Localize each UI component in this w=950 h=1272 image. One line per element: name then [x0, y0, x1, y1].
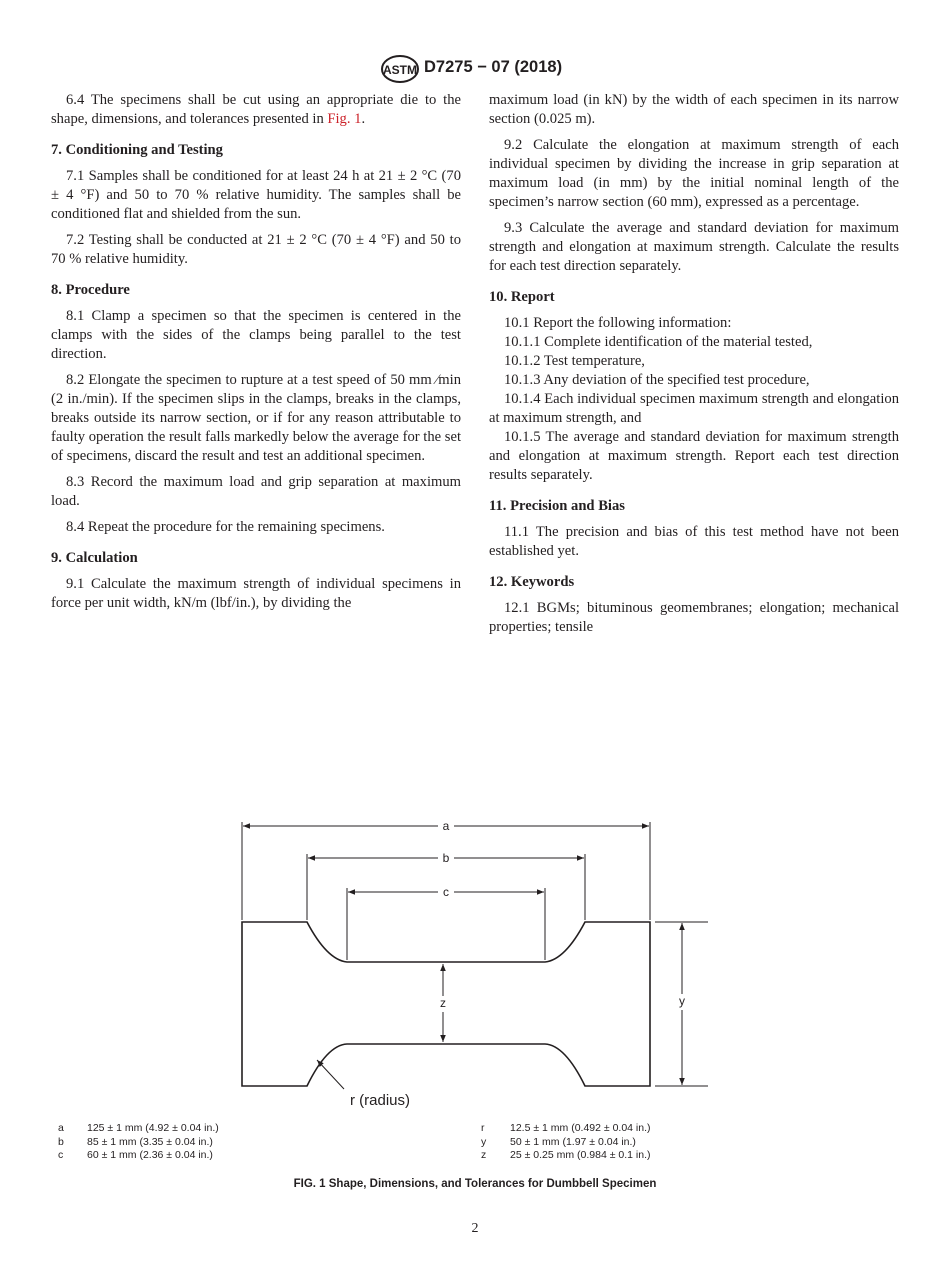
legend-row-c [58, 1149, 219, 1163]
legend-value: 125 ± 1 mm (4.92 ± 0.04 in.) [87, 1122, 219, 1134]
legend-value: 12.5 ± 1 mm (0.492 ± 0.04 in.) [510, 1122, 651, 1134]
legend-row-a [58, 1122, 219, 1136]
legend-value: 25 ± 0.25 mm (0.984 ± 0.1 in.) [510, 1149, 651, 1161]
legend-row-r [481, 1122, 651, 1136]
section-7-heading: 7. Conditioning and Testing [51, 142, 223, 158]
left-column [51, 91, 461, 620]
legend-key: c [58, 1149, 64, 1161]
paragraph-9-1: 9.1 Calculate the maximum strength of individual specimens in force per unit width, kN/m (lbf/in.), by dividing the [51, 576, 461, 611]
paragraph-8-3: 8.3 Record the maximum load and grip separation at maximum load. [51, 474, 461, 509]
paragraph-9-1-continued: maximum load (in kN) by the width of each specimen in its narrow section (0.025 m). [489, 92, 899, 127]
paragraph-10-1-3: 10.1.3 Any deviation of the specified test procedure, [504, 372, 810, 388]
paragraph-6-4-text: 6.4 The specimens shall be cut using an appropriate die to the shape, dimensions, and tolerances presented in [51, 92, 461, 127]
legend-row-y [481, 1136, 651, 1150]
figure-1-link[interactable]: Fig. 1 [327, 111, 362, 127]
astm-logo-icon [380, 54, 420, 84]
paragraph-6-4 [51, 91, 461, 129]
legend-row-b [58, 1136, 219, 1150]
dimension-a-label: a [442, 819, 450, 833]
figure-legend-right [481, 1122, 651, 1163]
paragraph-9-2: 9.2 Calculate the elongation at maximum strength of each individual specimen by dividing the increase in grip separation at maximum load (in mm) by the initial nominal length of the specimen’s narrow section (60 mm), expressed as a percentage. [489, 137, 899, 210]
paragraph-11-1: 11.1 The precision and bias of this test method have not been established yet. [489, 524, 899, 559]
legend-value: 85 ± 1 mm (3.35 ± 0.04 in.) [87, 1135, 213, 1148]
right-column [489, 91, 899, 644]
dimension-b-label: b [442, 851, 450, 865]
figure-caption: FIG. 1 Shape, Dimensions, and Tolerances for Dumbbell Specimen [293, 1178, 657, 1190]
logo-text: ASTM [383, 63, 417, 77]
paragraph-12-1: 12.1 BGMs; bituminous geomembranes; elongation; mechanical properties; tensile [489, 600, 899, 635]
paragraph-10-1-4: 10.1.4 Each individual specimen maximum strength and elongation at maximum strength, and [489, 391, 899, 426]
dumbbell-specimen-figure [220, 810, 740, 1115]
legend-key: b [58, 1135, 64, 1148]
standard-designation: D7275 − 07 (2018) [424, 58, 563, 76]
dimension-y-label: y [679, 994, 685, 1008]
section-10-heading: 10. Report [489, 289, 555, 305]
legend-key: r [481, 1122, 485, 1134]
section-9-heading: 9. Calculation [51, 550, 138, 566]
legend-row-z [481, 1149, 651, 1163]
paragraph-6-4-end: . [361, 111, 366, 127]
legend-key: z [481, 1149, 487, 1161]
page-header [0, 50, 950, 86]
dimension-c-label: c [443, 885, 449, 899]
paragraph-8-2: 8.2 Elongate the specimen to rupture at a test speed of 50 mm ⁄min (2 in./min). If the specimen slips in the clamps, breaks in the clamps, breaks outside its narrow section, or if for any reason attributable to faulty operation the result falls markedly below the average for the set of specimens, discard the result and test an additional specimen. [51, 372, 461, 464]
section-8-heading: 8. Procedure [51, 282, 130, 298]
paragraph-8-4: 8.4 Repeat the procedure for the remaining specimens. [66, 519, 385, 535]
section-12-heading: 12. Keywords [489, 574, 575, 590]
legend-value: 50 ± 1 mm (1.97 ± 0.04 in.) [510, 1135, 636, 1148]
page-number: 2 [471, 1221, 479, 1236]
radius-leader-line [317, 1060, 344, 1089]
paragraph-8-1: 8.1 Clamp a specimen so that the specimen is centered in the clamps with the sides of the clamps being parallel to the test direction. [51, 308, 461, 362]
paragraph-9-3: 9.3 Calculate the average and standard deviation for maximum strength and elongation at maximum strength. Calculate the results for each test direction separately. [489, 220, 899, 274]
legend-value: 60 ± 1 mm (2.36 ± 0.04 in.) [87, 1149, 213, 1161]
radius-label: r (radius) [350, 1092, 411, 1109]
paragraph-7-1: 7.1 Samples shall be conditioned for at least 24 h at 21 ± 2 °C (70 ± 4 °F) and 50 to 70 % relative humidity. The samples shall be conditioned flat and shielded from the sun. [51, 168, 461, 222]
section-11-heading: 11. Precision and Bias [489, 498, 625, 514]
paragraph-10-1-5: 10.1.5 The average and standard deviation for maximum strength and elongation at maximum strength. Report each test direction results separately. [489, 429, 899, 483]
figure-legend-left [58, 1122, 219, 1163]
legend-key: a [58, 1122, 64, 1134]
paragraph-7-2: 7.2 Testing shall be conducted at 21 ± 2 °C (70 ± 4 °F) and 50 to 70 % relative humidity. [51, 232, 461, 267]
dimension-z-label: z [440, 996, 446, 1010]
paragraph-10-1: 10.1 Report the following information: [504, 315, 732, 331]
paragraph-10-1-1: 10.1.1 Complete identification of the material tested, [504, 334, 813, 350]
legend-key: y [481, 1135, 487, 1148]
paragraph-10-1-2: 10.1.2 Test temperature, [504, 353, 645, 369]
